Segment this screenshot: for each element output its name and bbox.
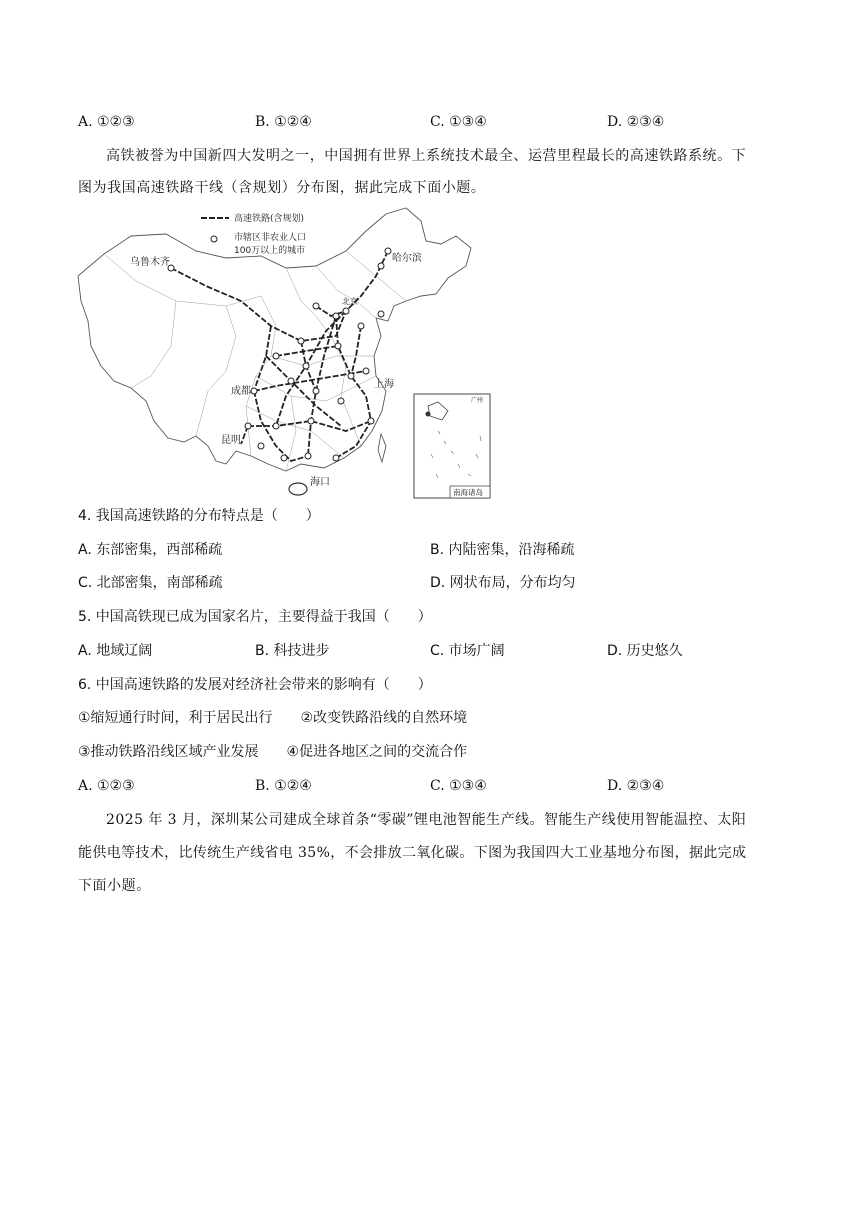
label-urumqi: 乌鲁木齐 bbox=[130, 257, 170, 268]
q6-items-line-2: ③推动铁路沿线区域产业发展 ④促进各地区之间的交流合作 bbox=[78, 744, 468, 760]
label-shanghai: 上海 bbox=[374, 379, 394, 390]
q4-option-b: B. 内陆密集，沿海稀疏 bbox=[430, 542, 575, 558]
battery-intro-line-3: 下面小题。 bbox=[78, 878, 151, 894]
battery-intro-line-2: 能供电等技术，比传统生产线省电 35%，不会排放二氧化碳。下图为我国四大工业基地分布图，据此完成 bbox=[78, 845, 747, 861]
q4-stem: 4. 我国高速铁路的分布特点是（ ） bbox=[78, 508, 320, 524]
prev-option-c: C. ①③④ bbox=[430, 114, 487, 130]
hsr-map bbox=[76, 206, 496, 501]
q4-option-d: D. 网状布局，分布均匀 bbox=[430, 575, 576, 591]
taiwan-island bbox=[378, 434, 386, 462]
q6-option-a: A. ①②③ bbox=[78, 778, 135, 794]
q5-stem: 5. 中国高铁现已成为国家名片，主要得益于我国（ ） bbox=[78, 609, 432, 625]
inset-label: 南海诸岛 bbox=[453, 488, 483, 497]
q6-option-d: D. ②③④ bbox=[607, 778, 665, 794]
label-harbin: 哈尔滨 bbox=[392, 253, 422, 264]
q6-items-line-1: ①缩短通行时间，利于居民出行 ②改变铁路沿线的自然环境 bbox=[78, 710, 468, 726]
legend-rail-label: 高速铁路(含规划) bbox=[234, 214, 305, 224]
label-kunming: 昆明 bbox=[221, 435, 241, 446]
hainan-island bbox=[289, 483, 307, 495]
prev-option-b: B. ①②④ bbox=[255, 114, 312, 130]
q4-option-c: C. 北部密集，南部稀疏 bbox=[78, 575, 223, 591]
city-markers bbox=[168, 248, 391, 461]
hsr-intro-line-2: 图为我国高速铁路干线（含规划）分布图，据此完成下面小题。 bbox=[78, 180, 486, 196]
label-beijing: 北京 bbox=[342, 297, 358, 306]
prev-option-d: D. ②③④ bbox=[607, 114, 665, 130]
battery-intro-line-1: 2025 年 3 月，深圳某公司建成全球首条“零碳”锂电池智能生产线。智能生产线使用智能温控、太阳 bbox=[106, 812, 747, 828]
q6-stem: 6. 中国高速铁路的发展对经济社会带来的影响有（ ） bbox=[78, 677, 432, 693]
south-china-sea-inset bbox=[414, 394, 490, 498]
legend-city-label-1: 市辖区非农业人口 bbox=[234, 233, 307, 243]
prev-option-a: A. ①②③ bbox=[78, 114, 135, 130]
q5-option-c: C. 市场广阔 bbox=[430, 643, 505, 659]
hsr-intro-line-1: 高铁被誉为中国新四大发明之一，中国拥有世界上系统技术最全、运营里程最长的高速铁路系统。下 bbox=[106, 148, 747, 164]
q5-option-b: B. 科技进步 bbox=[255, 643, 330, 659]
q6-option-b: B. ①②④ bbox=[255, 778, 312, 794]
q6-option-c: C. ①③④ bbox=[430, 778, 487, 794]
map-legend bbox=[201, 212, 306, 256]
legend-city-label-2: 100万以上的城市 bbox=[234, 246, 306, 256]
inset-label-guangzhou: 广州 bbox=[471, 397, 484, 404]
label-chengdu: 成都 bbox=[231, 386, 251, 397]
q4-option-a: A. 东部密集，西部稀疏 bbox=[78, 542, 223, 558]
label-haikou: 海口 bbox=[310, 477, 330, 488]
q5-option-d: D. 历史悠久 bbox=[607, 643, 683, 659]
q5-option-a: A. 地域辽阔 bbox=[78, 643, 153, 659]
